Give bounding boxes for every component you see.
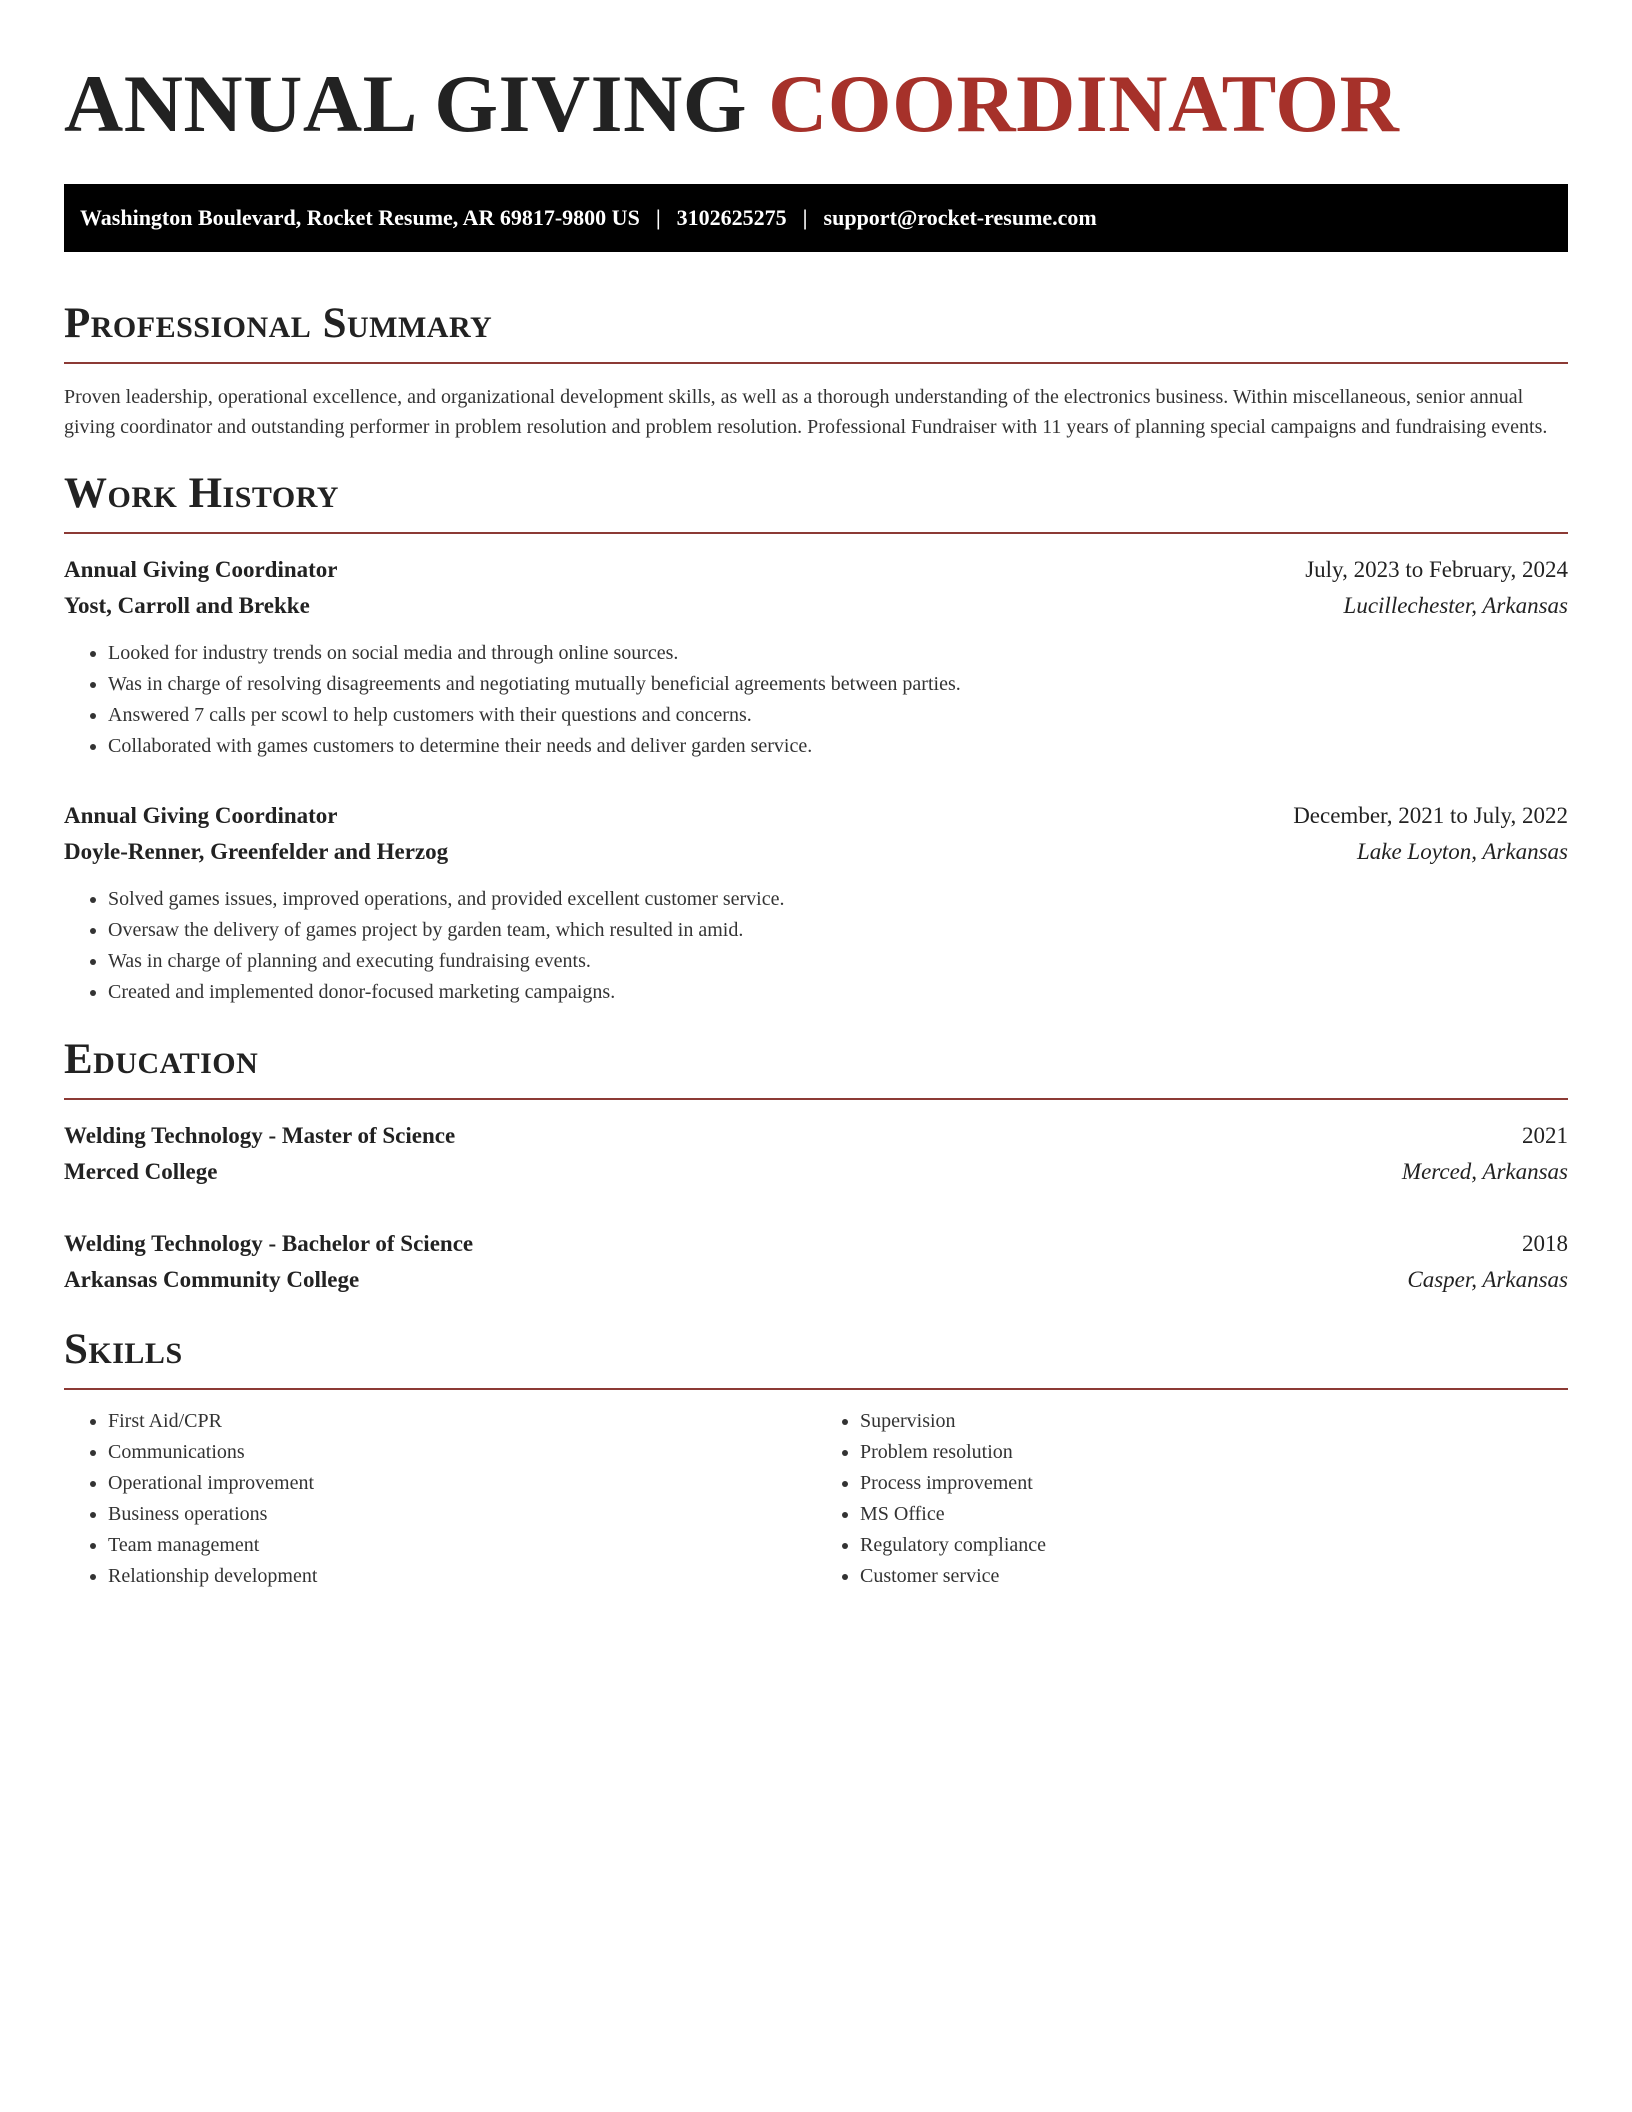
skill-item: • Communications xyxy=(108,1437,816,1468)
job-dates: December, 2021 to July, 2022 xyxy=(1293,803,1568,828)
job-location: Lucillechester, Arkansas xyxy=(1343,593,1568,618)
company-name: Yost, Carroll and Brekke xyxy=(64,593,310,618)
skill-item: • Operational improvement xyxy=(108,1468,816,1499)
skill-item: • First Aid/CPR xyxy=(108,1406,816,1437)
skill-item: • Regulatory compliance xyxy=(860,1530,1568,1561)
job-bullet: • Was in charge of planning and executing fundraising events. xyxy=(108,946,1568,977)
contact-separator: | xyxy=(802,205,808,230)
skill-item: • Supervision xyxy=(860,1406,1568,1437)
work-entry xyxy=(64,552,1568,762)
education-entry-subheader xyxy=(64,1262,1568,1298)
contact-separator: | xyxy=(655,205,661,230)
contact-email: support@rocket-resume.com xyxy=(823,205,1097,230)
resume-title xyxy=(64,56,1568,152)
job-bullet: • Solved games issues, improved operations, and provided excellent customer service. xyxy=(108,884,1568,915)
education-entry-header xyxy=(64,1118,1568,1154)
job-bullet: • Collaborated with games customers to determine their needs and deliver garden service. xyxy=(108,731,1568,762)
skills-grid xyxy=(64,1406,1568,1592)
skill-item: • Customer service xyxy=(860,1561,1568,1592)
job-title: Annual Giving Coordinator xyxy=(64,557,338,582)
job-bullet: • Created and implemented donor-focused marketing campaigns. xyxy=(108,977,1568,1008)
work-history-heading: Work History xyxy=(64,468,1568,534)
skill-item: • Team management xyxy=(108,1530,816,1561)
work-entry-subheader xyxy=(64,834,1568,870)
education-heading: Education xyxy=(64,1034,1568,1100)
skills-column-left xyxy=(64,1406,816,1592)
degree-name: Welding Technology - Master of Science xyxy=(64,1123,456,1148)
job-bullet: • Was in charge of resolving disagreements and negotiating mutually beneficial agreements between parties. xyxy=(108,669,1568,700)
skill-item: • Relationship development xyxy=(108,1561,816,1592)
school-name: Arkansas Community College xyxy=(64,1267,360,1292)
school-name: Merced College xyxy=(64,1159,218,1184)
skill-item: • MS Office xyxy=(860,1499,1568,1530)
skills-column-right xyxy=(816,1406,1568,1592)
school-location: Merced, Arkansas xyxy=(1401,1159,1568,1184)
skills-heading: Skills xyxy=(64,1324,1568,1390)
job-bullet: • Looked for industry trends on social media and through online sources. xyxy=(108,638,1568,669)
degree-name: Welding Technology - Bachelor of Science xyxy=(64,1231,474,1256)
education-entry-subheader xyxy=(64,1154,1568,1190)
job-bullets xyxy=(64,884,1568,1008)
graduation-year: 2018 xyxy=(1522,1231,1568,1256)
work-entry-header xyxy=(64,798,1568,834)
work-entry xyxy=(64,798,1568,1008)
summary-text: Proven leadership, operational excellence, and organizational development skills, as well as a thorough understanding of the electronics business. Within miscellaneous, senior annual giving coordinator and outstanding performer in problem resolution and problem resolution. Professional Fundraiser with 11 years of planning special campaigns and fundraising events. xyxy=(64,386,1548,438)
skill-item: • Problem resolution xyxy=(860,1437,1568,1468)
education-entry xyxy=(64,1118,1568,1190)
skill-item: • Business operations xyxy=(108,1499,816,1530)
job-location: Lake Loyton, Arkansas xyxy=(1356,839,1568,864)
job-bullet: • Answered 7 calls per scowl to help customers with their questions and concerns. xyxy=(108,700,1568,731)
education-entry-header xyxy=(64,1226,1568,1262)
job-title: Annual Giving Coordinator xyxy=(64,803,338,828)
summary-heading: Professional Summary xyxy=(64,298,1568,364)
title-part-2: COORDINATOR xyxy=(768,58,1400,149)
contact-address: Washington Boulevard, Rocket Resume, AR 69817-9800 US xyxy=(80,205,640,230)
company-name: Doyle-Renner, Greenfelder and Herzog xyxy=(64,839,449,864)
job-bullet: • Oversaw the delivery of games project by garden team, which resulted in amid. xyxy=(108,915,1568,946)
job-bullets xyxy=(64,638,1568,762)
contact-phone: 3102625275 xyxy=(676,205,787,230)
title-part-1: ANNUAL GIVING xyxy=(64,58,748,149)
skill-item: • Process improvement xyxy=(860,1468,1568,1499)
education-entry xyxy=(64,1226,1568,1298)
graduation-year: 2021 xyxy=(1522,1123,1568,1148)
job-dates: July, 2023 to February, 2024 xyxy=(1305,557,1568,582)
work-entry-header xyxy=(64,552,1568,588)
contact-bar xyxy=(64,184,1568,252)
work-entry-subheader xyxy=(64,588,1568,624)
school-location: Casper, Arkansas xyxy=(1407,1267,1568,1292)
